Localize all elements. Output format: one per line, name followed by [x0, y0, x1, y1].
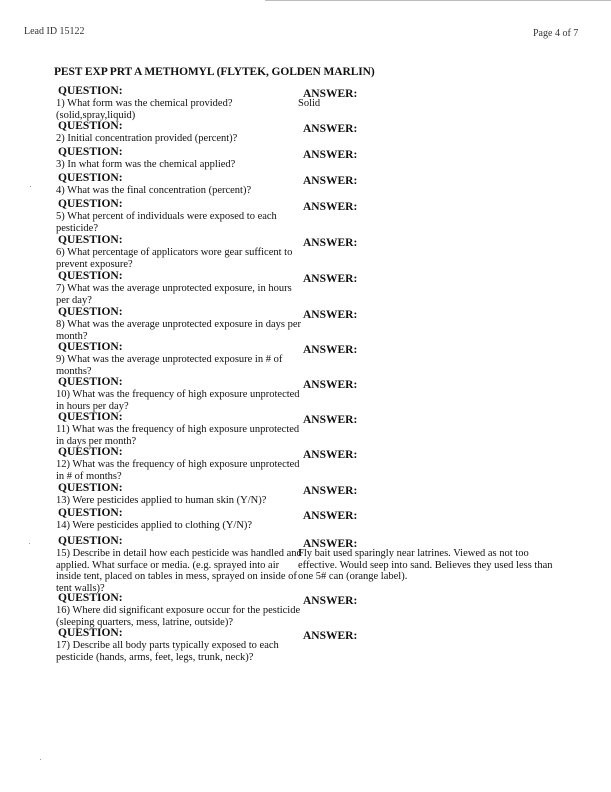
question-text: 2) Initial concentration provided (percent)?	[56, 133, 238, 144]
question-label: QUESTION:	[58, 482, 123, 494]
question-text: 17) Describe all body parts typically exposed to each pesticide (hands, arms, feet, legs, trunk, neck)?	[56, 640, 279, 663]
question-text: 6) What percentage of applicators wore gear sufficent to prevent exposure?	[56, 247, 293, 270]
page-title: PEST EXP PRT A METHOMYL (FLYTEK, GOLDEN MARLIN)	[54, 66, 375, 78]
answer-label: ANSWER:	[303, 630, 358, 642]
answer-text: Solid	[298, 98, 321, 109]
question-label: QUESTION:	[58, 172, 123, 184]
question-label: QUESTION:	[58, 120, 123, 132]
question-label: QUESTION:	[58, 411, 123, 423]
question-label: QUESTION:	[58, 270, 123, 282]
page-number: Page 4 of 7	[533, 28, 579, 39]
answer-label: ANSWER:	[303, 149, 358, 161]
question-text: 1) What form was the chemical provided?(solid,spray,liquid)	[56, 98, 233, 121]
answer-label: ANSWER:	[303, 123, 358, 135]
answer-label: ANSWER:	[303, 309, 358, 321]
scan-speck	[30, 186, 31, 187]
question-label: QUESTION:	[58, 85, 123, 97]
answer-label: ANSWER:	[303, 414, 358, 426]
question-label: QUESTION:	[58, 376, 123, 388]
answer-label: ANSWER:	[303, 175, 358, 187]
answer-label: ANSWER:	[303, 449, 358, 461]
question-label: QUESTION:	[58, 146, 123, 158]
question-text: 11) What was the frequency of high exposure unprotected in days per month?	[56, 424, 300, 447]
answer-label: ANSWER:	[303, 538, 358, 550]
question-text: 4) What was the final concentration (percent)?	[56, 185, 252, 196]
answer-text: Fly bait used sparingly near latrines. Viewed as not too effective. Would seep into sand. Believes they used less than one 5# can (orange label).	[298, 548, 553, 583]
question-label: QUESTION:	[58, 507, 123, 519]
question-label: QUESTION:	[58, 341, 123, 353]
question-text: 10) What was the frequency of high exposure unprotected in hours per day?	[56, 389, 300, 412]
scan-speck	[40, 759, 41, 760]
question-text: 16) Where did significant exposure occur for the pesticide (sleeping quarters, mess, latrine, outside)?	[56, 605, 301, 628]
question-text: 12) What was the frequency of high exposure unprotected in # of months?	[56, 459, 300, 482]
question-text: 3) In what form was the chemical applied?	[56, 159, 236, 170]
answer-label: ANSWER:	[303, 344, 358, 356]
answer-label: ANSWER:	[303, 273, 358, 285]
question-text: 8) What was the average unprotected exposure in days per month?	[56, 319, 302, 342]
question-text: 5) What percent of individuals were exposed to each pesticide?	[56, 211, 277, 234]
scan-edge-line	[265, 0, 611, 1]
question-label: QUESTION:	[58, 234, 123, 246]
answer-label: ANSWER:	[303, 237, 358, 249]
answer-label: ANSWER:	[303, 510, 358, 522]
question-label: QUESTION:	[58, 592, 123, 604]
scan-speck	[29, 543, 30, 544]
question-label: QUESTION:	[58, 306, 123, 318]
lead-id: Lead ID 15122	[24, 26, 85, 37]
answer-label: ANSWER:	[303, 379, 358, 391]
answer-label: ANSWER:	[303, 201, 358, 213]
answer-label: ANSWER:	[303, 595, 358, 607]
question-text: 14) Were pesticides applied to clothing (Y/N)?	[56, 520, 253, 531]
question-label: QUESTION:	[58, 535, 123, 547]
question-text: 15) Describe in detail how each pesticide was handled and applied. What surface or media. (e.g. sprayed into air inside tent, placed on tables in mess, sprayed on inside of tent walls)?	[56, 548, 302, 594]
answer-label: ANSWER:	[303, 88, 358, 100]
question-text: 9) What was the average unprotected exposure in # of months?	[56, 354, 283, 377]
question-text: 7) What was the average unprotected exposure, in hours per day?	[56, 283, 292, 306]
question-label: QUESTION:	[58, 198, 123, 210]
question-label: QUESTION:	[58, 446, 123, 458]
question-label: QUESTION:	[58, 627, 123, 639]
question-text: 13) Were pesticides applied to human skin (Y/N)?	[56, 495, 267, 506]
answer-label: ANSWER:	[303, 485, 358, 497]
